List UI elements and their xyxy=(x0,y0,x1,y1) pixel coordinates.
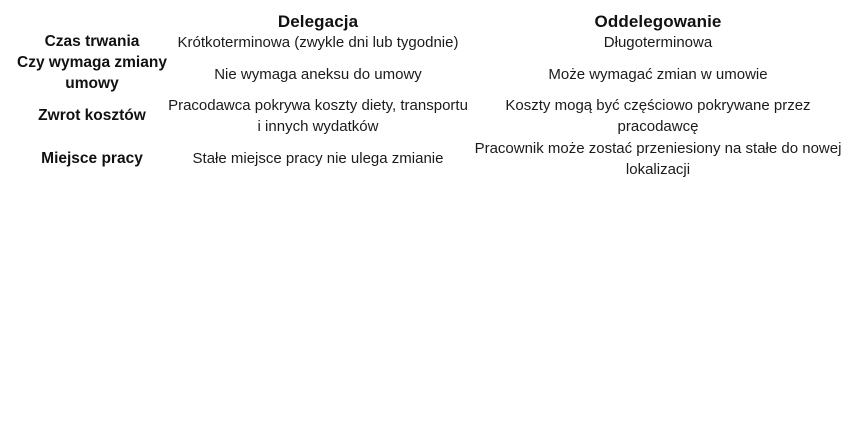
cell-delegacja-zwrot-kosztow: Pracodawca pokrywa koszty diety, transportu i innych wydatków xyxy=(168,97,468,136)
header-cell-oddelegowanie: Oddelegowanie xyxy=(594,12,722,31)
row-label-miejsce-pracy: Miejsce pracy xyxy=(41,149,143,167)
table-row xyxy=(16,138,848,181)
cell-delegacja-czas-trwania: Krótkoterminowa (zwykle dni lub tygodnie) xyxy=(177,34,459,51)
cell-delegacja-miejsce-pracy: Stałe miejsce pracy nie ulega zmianie xyxy=(192,150,444,168)
row-label-zwrot-kosztow: Zwrot kosztów xyxy=(38,106,146,124)
table-header xyxy=(16,12,848,32)
cell-oddelegowanie-miejsce-pracy: Pracownik może zostać przeniesiony na stałe do nowej lokalizacji xyxy=(474,139,842,179)
table-row xyxy=(16,53,848,95)
table-row xyxy=(16,95,848,138)
cell-delegacja-zmiana-umowy: Nie wymaga aneksu do umowy xyxy=(214,65,422,83)
row-label-zmiana-umowy: Czy wymaga zmiany umowy xyxy=(17,54,167,93)
comparison-table xyxy=(16,12,848,180)
row-label-czas-trwania: Czas trwania xyxy=(44,33,140,51)
cell-oddelegowanie-zmiana-umowy: Może wymagać zmian w umowie xyxy=(548,65,768,83)
header-cell-empty xyxy=(16,12,168,32)
table-row xyxy=(16,32,848,53)
header-cell-delegacja: Delegacja xyxy=(277,12,359,31)
cell-oddelegowanie-zwrot-kosztow: Koszty mogą być częściowo pokrywane przez pracodawcę xyxy=(505,97,811,136)
table-header-row xyxy=(16,12,848,32)
cell-oddelegowanie-czas-trwania: Długoterminowa xyxy=(603,34,713,51)
table-body xyxy=(16,32,848,180)
